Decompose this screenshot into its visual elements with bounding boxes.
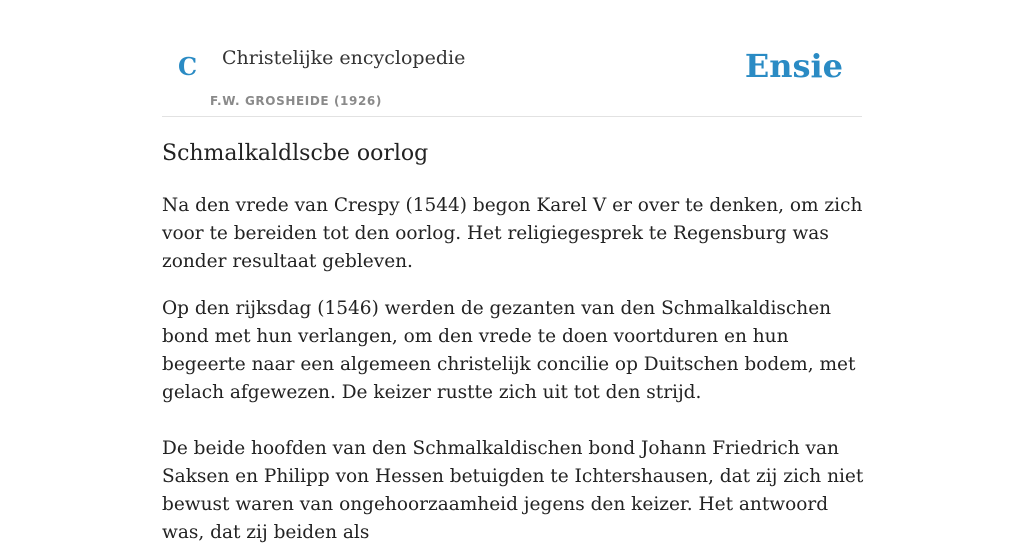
article-paragraph: De beide hoofden van den Schmalkaldischen bond Johann Friedrich van Saksen en Philipp von Hessen betuigden te Ichtershausen, dat zij zich niet bewust waren van ongehoorzaamheid jegens den keizer. Het antwoord was, dat zij beiden als — [162, 438, 864, 543]
book-logo[interactable]: C — [178, 52, 198, 81]
book-title[interactable]: Christelijke encyclopedie — [222, 47, 466, 69]
article-paragraph: Na den vrede van Crespy (1544) begon Karel V er over te denken, om zich voor te bereiden tot den oorlog. Het religiegesprek te Regensburg was zonder resultaat gebleven. — [162, 195, 863, 272]
article — [162, 136, 867, 547]
article-paragraph: Op den rijksdag (1546) werden de gezanten van den Schmalkaldischen bond met hun verlangen, om den vrede te doen voortduren en hun begeerte naar een algemeen christelijk concilie op Duitschen bodem, met gelach afgewezen. De keizer rustte zich uit tot den strijd. — [162, 298, 856, 403]
ensie-logo[interactable]: Ensie — [744, 47, 843, 85]
article-title: Schmalkaldlscbe oorlog — [162, 141, 429, 166]
book-author: F.W. GROSHEIDE (1926) — [210, 94, 382, 108]
site-header — [162, 0, 862, 117]
